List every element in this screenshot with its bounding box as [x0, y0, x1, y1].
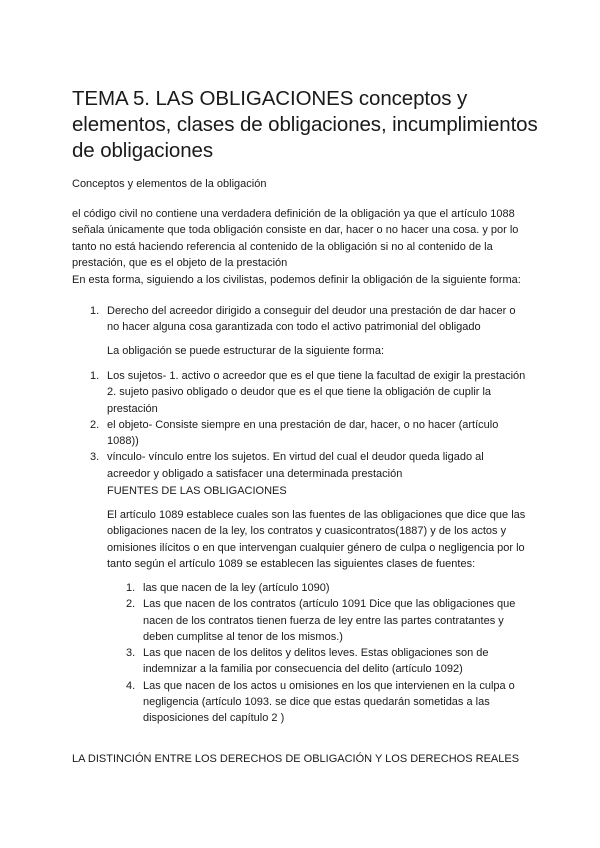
list-item [126, 645, 526, 678]
list-item-number: 1. [90, 305, 100, 317]
list-item-text: Las que nacen de los delitos y delitos leves. Estas obligaciones son de indemnizar a la familia por consecuencia del delito (artículo 1092) [143, 647, 489, 676]
distinction-heading: LA DISTINCIÓN ENTRE LOS DERECHOS DE OBLIGACIÓN Y LOS DERECHOS REALES [72, 753, 520, 765]
list-item-text: las que nacen de la ley (artículo 1090) [143, 582, 330, 594]
list-item-text: vínculo- vínculo entre los sujetos. En virtud del cual el deudor queda ligado al acreedor y obligado a satisfacer una determinada prestación [107, 451, 484, 480]
list-item-number: 2. [90, 418, 100, 431]
list-item-text: Los sujetos- 1. activo o acreedor que es el que tiene la facultad de exigir la prestación 2. sujeto pasivo obligado o deudor que es el que tiene la obligación de cuplir la prestación [107, 370, 526, 415]
list-item-text: Derecho del acreedor dirigido a conseguir del deudor una prestación de dar hacer o no hacer alguna cosa garantizada con todo el activo patrimonial del obligado [107, 305, 516, 334]
section-subtitle: Conceptos y elementos de la obligación [72, 178, 267, 190]
list-item-number: 3. [90, 451, 100, 464]
definition-list [90, 303, 530, 336]
list-item [90, 417, 530, 450]
list-item [90, 303, 530, 336]
sources-list [126, 580, 526, 727]
list-item [90, 368, 530, 417]
intro-paragraph: el código civil no contiene una verdadera definición de la obligación ya que el artículo 1088 señala únicamente que toda obligación consiste en dar, hacer o no hacer una cosa. y por lo tanto no está haciendo referencia al contenido de la obligación si no al contenido de la prestación, que es el objeto de la prestación [72, 208, 519, 269]
list-item [126, 580, 526, 596]
list-item-number: 1. [126, 582, 136, 594]
page-title: TEMA 5. LAS OBLIGACIONES conceptos y elementos, clases de obligaciones, incumplimientos de obligaciones [72, 87, 538, 162]
list-item-number: 4. [126, 679, 136, 692]
list-item-text: Las que nacen de los actos u omisiones en los que intervienen en la culpa o negligencia (artículo 1093. se dice que estas quedarán sometidas a las disposiciones del capítulo 2 ) [143, 679, 515, 725]
sources-paragraph: El artículo 1089 establece cuales son las fuentes de las obligaciones que dice que las obligaciones nacen de la ley, los contratos y cuasicontratos(1887) y de los actos y omisiones ilícitos o en que intervengan cualquier género de culpa o negligencia por lo tanto según el artículo 1089 se establecen las siguientes clases de fuentes: [107, 509, 526, 570]
sources-heading: FUENTES DE LAS OBLIGACIONES [107, 485, 287, 497]
definition-intro: En esta forma, siguiendo a los civilistas, podemos definir la obligación de la siguiente forma: [72, 274, 521, 286]
list-item [126, 596, 526, 645]
list-item-number: 1. [90, 370, 100, 382]
list-item-number: 3. [126, 647, 136, 660]
structure-intro: La obligación se puede estructurar de la siguiente forma: [107, 345, 385, 357]
list-item-text: Las que nacen de los contratos (artículo 1091 Dice que las obligaciones que nacen de los contratos tienen fuerza de ley entre las partes contratantes y deben cumplitse al tenor de los mismos.) [143, 598, 516, 643]
list-item-number: 2. [126, 598, 136, 611]
list-item [90, 449, 530, 482]
list-item [126, 678, 526, 727]
list-item-text: el objeto- Consiste siempre en una prestación de dar, hacer, o no hacer (artículo 1088)) [107, 418, 499, 448]
structure-list [90, 368, 530, 482]
